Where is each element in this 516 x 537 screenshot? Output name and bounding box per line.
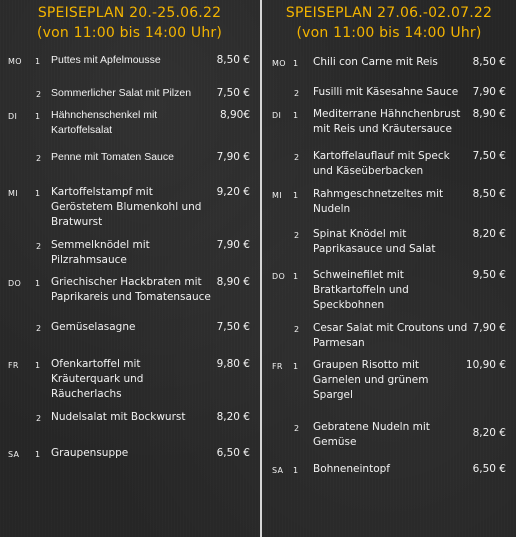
dish-line: Paprikareis und Tomatensauce bbox=[51, 291, 211, 303]
weekday-label: MI bbox=[272, 191, 282, 200]
dish-line: Geröstetem Blumenkohl und bbox=[51, 201, 202, 213]
dish-line: Mediterrane Hähnchenbrust bbox=[313, 108, 461, 120]
dish-line: Graupen Risotto mit bbox=[313, 359, 420, 371]
dish-price: 6,50 € bbox=[216, 447, 250, 459]
dish-name bbox=[51, 446, 211, 461]
dish-line: Spargel bbox=[313, 389, 353, 401]
dish-number: 1 bbox=[35, 450, 41, 459]
dish-price: 8,20 € bbox=[472, 228, 506, 240]
weekday-label: DI bbox=[8, 112, 18, 121]
dish-name bbox=[51, 320, 211, 335]
dish-line: Gemüselasagne bbox=[51, 321, 136, 333]
dish-price: 9,20 € bbox=[216, 186, 250, 198]
dish-line: Penne mit Tomaten Sauce bbox=[51, 151, 174, 163]
dish-name bbox=[313, 420, 481, 450]
dish-number: 2 bbox=[294, 325, 300, 334]
dish-number: 2 bbox=[36, 90, 42, 99]
weekday-label: SA bbox=[272, 466, 284, 475]
dish-line: Bratkartoffeln und bbox=[313, 284, 409, 296]
dish-line: Graupensuppe bbox=[51, 447, 129, 459]
dish-price: 8,50 € bbox=[472, 56, 506, 68]
dish-line: Bohneneintopf bbox=[313, 463, 390, 475]
dish-price: 7,90 € bbox=[472, 322, 506, 334]
dish-price: 8,90 € bbox=[216, 276, 250, 288]
dish-line: Semmelknödel mit bbox=[51, 239, 150, 251]
dish-line: Schweinefilet mit bbox=[313, 269, 404, 281]
dish-number: 2 bbox=[294, 153, 300, 162]
dish-price: 7,90 € bbox=[472, 86, 506, 98]
dish-line: Cesar Salat mit Croutons und bbox=[313, 322, 468, 334]
weekday-label: DO bbox=[272, 272, 286, 281]
dish-line: Spinat Knödel mit bbox=[313, 228, 407, 240]
dish-number: 1 bbox=[35, 112, 41, 121]
dish-line: Speckbohnen bbox=[313, 299, 385, 311]
dish-line: Kartoffelstampf mit bbox=[51, 186, 153, 198]
dish-line: Chili con Carne mit Reis bbox=[313, 56, 438, 68]
dish-number: 2 bbox=[36, 324, 42, 333]
dish-line: Kartoffelauflauf mit Speck bbox=[313, 150, 450, 162]
dish-number: 1 bbox=[293, 59, 299, 68]
dish-number: 2 bbox=[36, 242, 42, 251]
dish-price: 8,50 € bbox=[472, 188, 506, 200]
weekday-label: DO bbox=[8, 279, 22, 288]
dish-line: Puttes mit Apfelmousse bbox=[51, 54, 161, 66]
dish-name bbox=[51, 150, 211, 165]
dish-line: Gemüse bbox=[313, 436, 357, 448]
dish-number: 1 bbox=[293, 466, 299, 475]
dish-name bbox=[313, 187, 481, 217]
menu-header bbox=[262, 3, 516, 43]
dish-price: 7,50 € bbox=[216, 321, 250, 333]
dish-price: 7,50 € bbox=[216, 87, 250, 99]
dish-number: 2 bbox=[294, 89, 300, 98]
dish-number: 2 bbox=[294, 231, 300, 240]
dish-line: Kartoffelsalat bbox=[51, 124, 113, 136]
dish-number: 1 bbox=[35, 279, 41, 288]
dish-number: 1 bbox=[293, 111, 299, 120]
dish-name bbox=[313, 462, 481, 477]
dish-line: Sommerlicher Salat mit Pilzen bbox=[51, 87, 192, 99]
menu-title: SPEISEPLAN 27.06.-02.07.22 bbox=[285, 5, 493, 21]
dish-number: 2 bbox=[36, 414, 42, 423]
dish-price: 8,20 € bbox=[216, 411, 250, 423]
menu-title: SPEISEPLAN 20.-25.06.22 bbox=[37, 5, 222, 21]
dish-name bbox=[51, 275, 211, 305]
dish-number: 1 bbox=[293, 191, 299, 200]
menu-column-week-2 bbox=[262, 0, 516, 537]
dish-line: Paprikasauce und Salat bbox=[313, 243, 436, 255]
dish-line: Pilzrahmsauce bbox=[51, 254, 127, 266]
dish-price: 8,20 € bbox=[472, 427, 506, 439]
dish-number: 2 bbox=[36, 154, 42, 163]
menu-hours: (von 11:00 bis 14:00 Uhr) bbox=[36, 25, 223, 41]
dish-name bbox=[51, 185, 211, 230]
dish-price: 7,90 € bbox=[216, 151, 250, 163]
dish-line: Gebratene Nudeln mit bbox=[313, 421, 430, 433]
dish-line: Ofenkartoffel mit bbox=[51, 358, 141, 370]
dish-price: 8,50 € bbox=[216, 54, 250, 66]
weekday-label: MI bbox=[8, 189, 18, 198]
dish-name bbox=[51, 86, 211, 101]
weekday-label: SA bbox=[8, 450, 20, 459]
dish-price: 9,80 € bbox=[216, 358, 250, 370]
dish-name bbox=[313, 149, 481, 179]
dish-name bbox=[51, 108, 211, 138]
dish-number: 1 bbox=[35, 361, 41, 370]
dish-name bbox=[313, 55, 481, 70]
weekday-label: MO bbox=[8, 57, 22, 66]
dish-name bbox=[313, 358, 481, 403]
dish-price: 8,90 € bbox=[472, 108, 506, 120]
dish-line: Nudelsalat mit Bockwurst bbox=[51, 411, 186, 423]
menu-hours: (von 11:00 bis 14:00 Uhr) bbox=[296, 25, 482, 41]
dish-name bbox=[313, 321, 481, 351]
dish-name bbox=[51, 357, 211, 402]
dish-number: 1 bbox=[293, 272, 299, 281]
dish-line: Bratwurst bbox=[51, 216, 103, 228]
dish-price: 6,50 € bbox=[472, 463, 506, 475]
dish-name bbox=[313, 85, 481, 100]
dish-number: 1 bbox=[293, 362, 299, 371]
dish-price: 9,50 € bbox=[472, 269, 506, 281]
weekday-label: DI bbox=[272, 111, 282, 120]
weekday-label: FR bbox=[272, 362, 283, 371]
dish-number: 1 bbox=[35, 57, 41, 66]
dish-line: Parmesan bbox=[313, 337, 365, 349]
dish-line: Garnelen und grünem bbox=[313, 374, 429, 386]
dish-name bbox=[51, 238, 211, 268]
dish-number: 2 bbox=[294, 424, 300, 433]
dish-line: Griechischer Hackbraten mit bbox=[51, 276, 202, 288]
dish-name bbox=[313, 227, 481, 257]
dish-name bbox=[313, 107, 481, 137]
dish-line: und Käseüberbacken bbox=[313, 165, 424, 177]
dish-name bbox=[313, 268, 481, 313]
dish-line: mit Reis und Kräutersauce bbox=[313, 123, 452, 135]
dish-line: Nudeln bbox=[313, 203, 351, 215]
menu-header bbox=[0, 3, 259, 43]
dish-name bbox=[51, 410, 211, 425]
dish-line: Hähnchenschenkel mit bbox=[51, 109, 158, 121]
weekday-label: FR bbox=[8, 361, 19, 370]
dish-number: 1 bbox=[35, 189, 41, 198]
dish-price: 10,90 € bbox=[465, 359, 506, 371]
dish-price: 7,90 € bbox=[216, 239, 250, 251]
dish-price: 7,50 € bbox=[472, 150, 506, 162]
dish-price: 8,90€ bbox=[219, 109, 250, 121]
dish-line: Räucherlachs bbox=[51, 388, 122, 400]
dish-line: Rahmgeschnetzeltes mit bbox=[313, 188, 444, 200]
dish-line: Kräuterquark und bbox=[51, 373, 144, 385]
dish-name bbox=[51, 53, 211, 68]
dish-line: Fusilli mit Käsesahne Sauce bbox=[313, 86, 459, 98]
weekday-label: MO bbox=[272, 59, 286, 68]
